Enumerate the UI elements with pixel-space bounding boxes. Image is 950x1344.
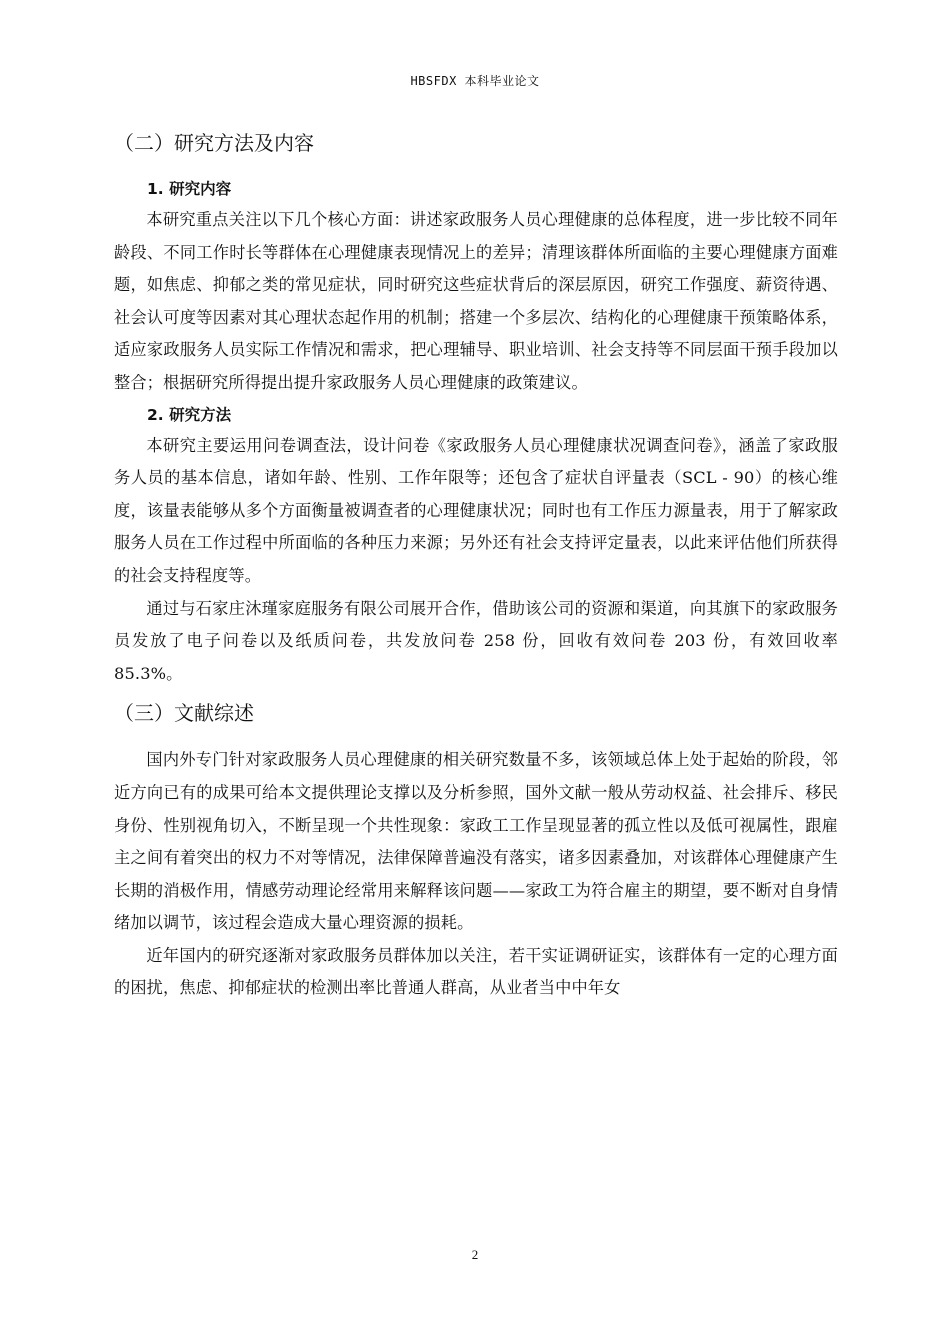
paragraph-literature-foreign: 国内外专门针对家政服务人员心理健康的相关研究数量不多，该领域总体上处于起始的阶段，邻近方向已有的成果可给本文提供理论支撑以及分析参照，国外文献一般从劳动权益、社会排斥、移民身份、性别视角切入，不断呈现一个共性现象：家政工工作呈现显著的孤立性以及低可视属性，跟雇主之间有着突出的权力不对等情况，法律保障普遍没有落实，诸多因素叠加，对该群体心理健康产生长期的消极作用，情感劳动理论经常用来解释该问题——家政工为符合雇主的期望，要不断对自身情绪加以调节，该过程会造成大量心理资源的损耗。 xyxy=(114,750,838,933)
paragraph-research-content: 本研究重点关注以下几个核心方面：讲述家政服务人员心理健康的总体程度，进一步比较不同年龄段、不同工作时长等群体在心理健康表现情况上的差异；清理该群体所面临的主要心理健康方面难题，如焦虑、抑郁之类的常见症状，同时研究这些症状背后的深层原因，研究工作强度、薪资待遇、社会认可度等因素对其心理状态起作用的机制；搭建一个多层次、结构化的心理健康干预策略体系，适应家政服务人员实际工作情况和需求，把心理辅导、职业培训、社会支持等不同层面干预手段加以整合；根据研究所得提出提升家政服务人员心理健康的政策建议。 xyxy=(114,210,838,392)
section-heading-literature-review: （三）文献综述 xyxy=(114,701,254,726)
page-number: 2 xyxy=(471,1247,479,1262)
subheading-research-method: 2. 研究方法 xyxy=(147,405,232,424)
page-header: HBSFDX 本科毕业论文 xyxy=(410,74,540,88)
paragraph-literature-domestic: 近年国内的研究逐渐对家政服务员群体加以关注，若干实证调研证实，该群体有一定的心理方面的困扰，焦虑、抑郁症状的检测出率比普通人群高，从业者当中中年女 xyxy=(114,945,838,998)
document-body xyxy=(114,118,838,1005)
paragraph-research-method: 本研究主要运用问卷调查法，设计问卷《家政服务人员心理健康状况调查问卷》，涵盖了家政服务人员的基本信息，诸如年龄、性别、工作年限等；还包含了症状自评量表（SCL - 90）的核心维度，该量表能够从多个方面衡量被调查者的心理健康状况；同时也有工作压力源量表，用于了解家政服务人员在工作过程中所面临的各种压力来源；另外还有社会支持评定量表，以此来评估他们所获得的社会支持程度等。 xyxy=(114,435,838,585)
subheading-research-content: 1. 研究内容 xyxy=(147,180,232,198)
paragraph-survey-distribution: 通过与石家庄沐瑾家庭服务有限公司展开合作，借助该公司的资源和渠道，向其旗下的家政服务员发放了电子问卷以及纸质问卷，共发放问卷 258 份，回收有效问卷 203 份，有效回收率 85.3%。 xyxy=(114,598,838,683)
section-heading-methods: （二）研究方法及内容 xyxy=(114,131,314,155)
